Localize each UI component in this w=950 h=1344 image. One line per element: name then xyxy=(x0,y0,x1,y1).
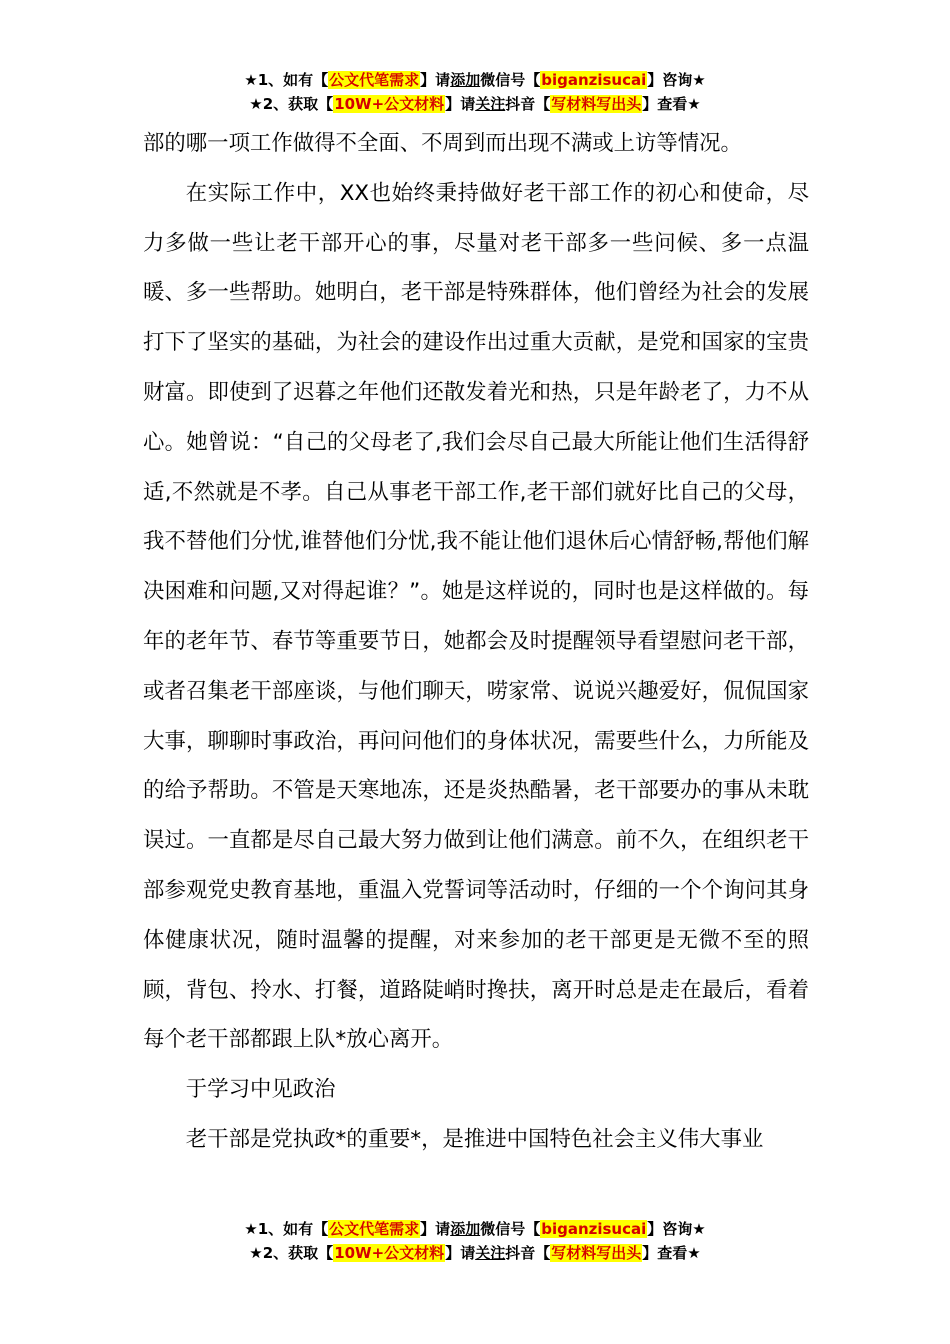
header-banner xyxy=(0,68,950,116)
footer-line-2-suffix: 】查看★ xyxy=(642,1244,701,1262)
header-line-2-highlight-materials: 10W+公文材料 xyxy=(334,95,445,113)
section-heading: 于学习中见政治 xyxy=(185,1077,336,1103)
header-line-2-highlight-douyin: 写材料写出头 xyxy=(551,95,642,113)
header-line-1-suffix: 】咨询★ xyxy=(647,71,706,89)
footer-line-1-prefix: ★1、如有【 xyxy=(244,1220,329,1238)
header-line-2-underlined: 关注 xyxy=(475,95,506,113)
document-body xyxy=(143,119,809,1165)
footer-line-2-text-2: 抖音【 xyxy=(505,1244,551,1262)
footer-line-2-text: 】请 xyxy=(445,1244,476,1262)
footer-line-2-underlined: 关注 xyxy=(475,1244,506,1262)
footer-line-1-highlight-service: 公文代笔需求 xyxy=(329,1220,420,1238)
header-line-2-prefix: ★2、获取【 xyxy=(249,95,334,113)
footer-line-1-text-2: 微信号【 xyxy=(480,1220,541,1238)
header-line-2-text-2: 抖音【 xyxy=(505,95,551,113)
footer-line-2-highlight-materials: 10W+公文材料 xyxy=(334,1244,445,1262)
paragraph-continuation: 部的哪一项工作做得不全面、不周到而出现不满或上访等情况。 xyxy=(143,131,742,156)
header-line-1-highlight-wechat: biganzisucai xyxy=(541,71,647,89)
header-line-2 xyxy=(0,92,950,116)
header-line-1 xyxy=(0,68,950,92)
footer-line-1-suffix: 】咨询★ xyxy=(647,1220,706,1238)
footer-banner xyxy=(0,1217,950,1265)
footer-line-2-prefix: ★2、获取【 xyxy=(249,1244,334,1262)
footer-line-1-text: 】请 xyxy=(420,1220,451,1238)
footer-line-1-underlined: 添加 xyxy=(450,1220,481,1238)
paragraph-next: 老干部是党执政*的重要*，是推进中国特色社会主义伟大事业 xyxy=(185,1126,764,1152)
header-line-1-underlined: 添加 xyxy=(450,71,481,89)
header-line-1-highlight-service: 公文代笔需求 xyxy=(329,71,420,89)
paragraph-main: 在实际工作中，XX也始终秉持做好老干部工作的初心和使命，尽力多做一些让老干部开心的事，尽量对老干部多一些问候、多一点温暖、多一些帮助。她明白，老干部是特殊群体，他们曾经为社会的发展打下了坚实的基础，为社会的建设作出过重大贡献，是党和国家的宝贵财富。即使到了迟暮之年他们还散发着光和热，只是年龄老了，力不从心。她曾说：“自己的父母老了,我们会尽自己最大所能让他们生活得舒适,不然就是不孝。自己从事老干部工作,老干部们就好比自己的父母，我不替他们分忧,谁替他们分忧,我不能让他们退休后心情舒畅,帮他们解决困难和问题,又对得起谁？”。她是这样说的，同时也是这样做的。每年的老年节、春节等重要节日，她都会及时提醒领导看望慰问老干部，或者召集老干部座谈，与他们聊天，唠家常、说说兴趣爱好，侃侃国家大事，聊聊时事政治，再问问他们的身体状况，需要些什么，力所能及的给予帮助。不管是天寒地冻，还是炎热酷暑，老干部要办的事从未耽误过。一直都是尽自己最大努力做到让他们满意。前不久，在组织老干部参观党史教育基地，重温入党誓词等活动时，仔细的一个个询问其身体健康状况，随时温馨的提醒，对来参加的老干部更是无微不至的照顾，背包、拎水、打餐，道路陡峭时搀扶，离开时总是走在最后，看着每个老干部都跟上队*放心离开。 xyxy=(143,180,809,1053)
header-line-1-text-2: 微信号【 xyxy=(480,71,541,89)
header-line-1-text: 】请 xyxy=(420,71,451,89)
footer-line-2-highlight-douyin: 写材料写出头 xyxy=(551,1244,642,1262)
footer-line-1-highlight-wechat: biganzisucai xyxy=(541,1220,647,1238)
header-line-2-suffix: 】查看★ xyxy=(642,95,701,113)
header-line-2-text: 】请 xyxy=(445,95,476,113)
footer-line-2 xyxy=(0,1241,950,1265)
header-line-1-prefix: ★1、如有【 xyxy=(244,71,329,89)
footer-line-1 xyxy=(0,1217,950,1241)
